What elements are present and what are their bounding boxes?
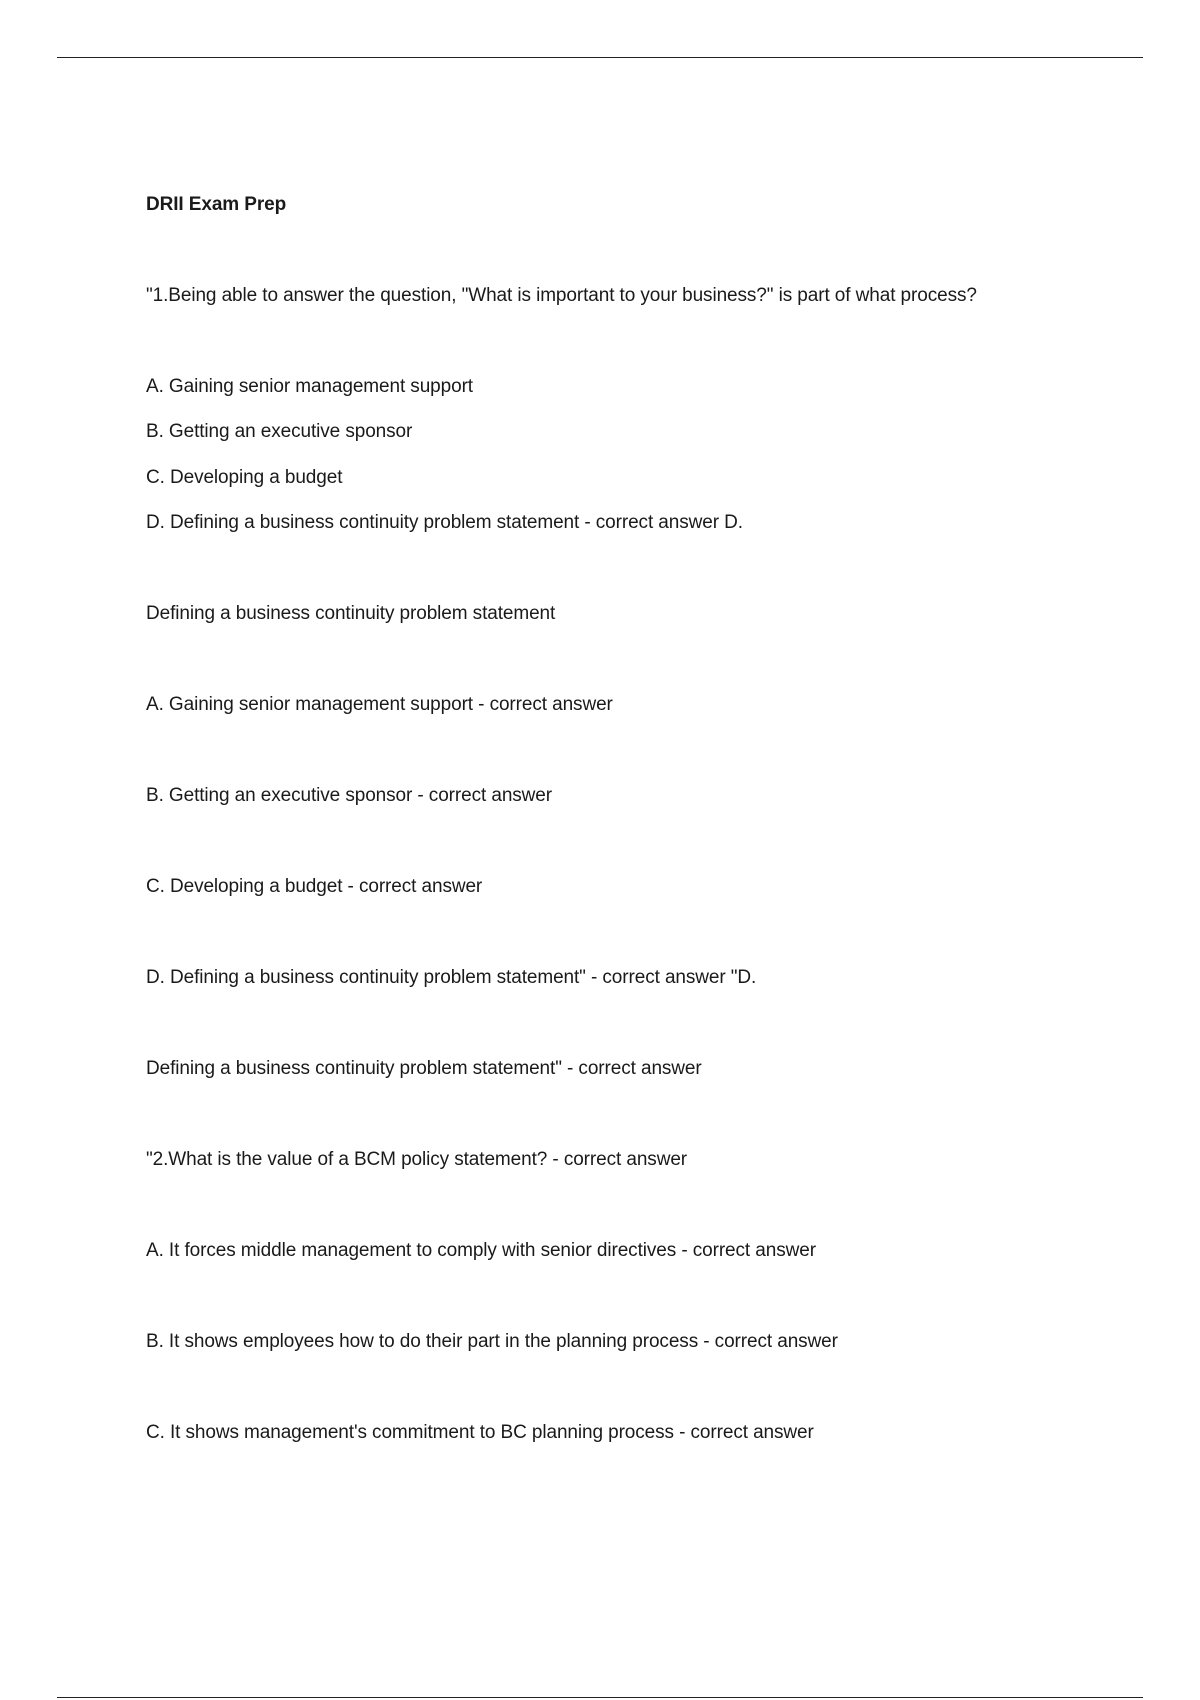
option-a-answer: A. Gaining senior management support - correct answer: [146, 694, 613, 715]
option-c-answer: C. Developing a budget - correct answer: [146, 876, 483, 897]
option-d-answer: D. Defining a business continuity problem statement - correct answer D.: [146, 512, 743, 533]
top-rule: [57, 57, 1143, 58]
question-1-text: "1.Being able to answer the question, "What is important to your business?" is part of what process?: [146, 285, 977, 306]
answer-text-2: Defining a business continuity problem statement" - correct answer: [146, 1058, 702, 1079]
bottom-rule: [57, 1697, 1143, 1698]
option-b: B. Getting an executive sponsor: [146, 421, 413, 442]
option-c: C. Developing a budget: [146, 467, 343, 488]
question-2-option-a: A. It forces middle management to comply with senior directives - correct answer: [146, 1240, 816, 1261]
question-2-option-b: B. It shows employees how to do their part in the planning process - correct answer: [146, 1331, 838, 1352]
answer-text: Defining a business continuity problem statement: [146, 603, 556, 624]
question-2-option-c: C. It shows management's commitment to BC planning process - correct answer: [146, 1422, 814, 1443]
option-b-answer: B. Getting an executive sponsor - correct answer: [146, 785, 553, 806]
option-a: A. Gaining senior management support: [146, 376, 473, 397]
question-2-text: "2.What is the value of a BCM policy statement? - correct answer: [146, 1149, 688, 1170]
document-title: DRII Exam Prep: [146, 194, 287, 215]
option-d-answer-2: D. Defining a business continuity problem statement" - correct answer "D.: [146, 967, 757, 988]
